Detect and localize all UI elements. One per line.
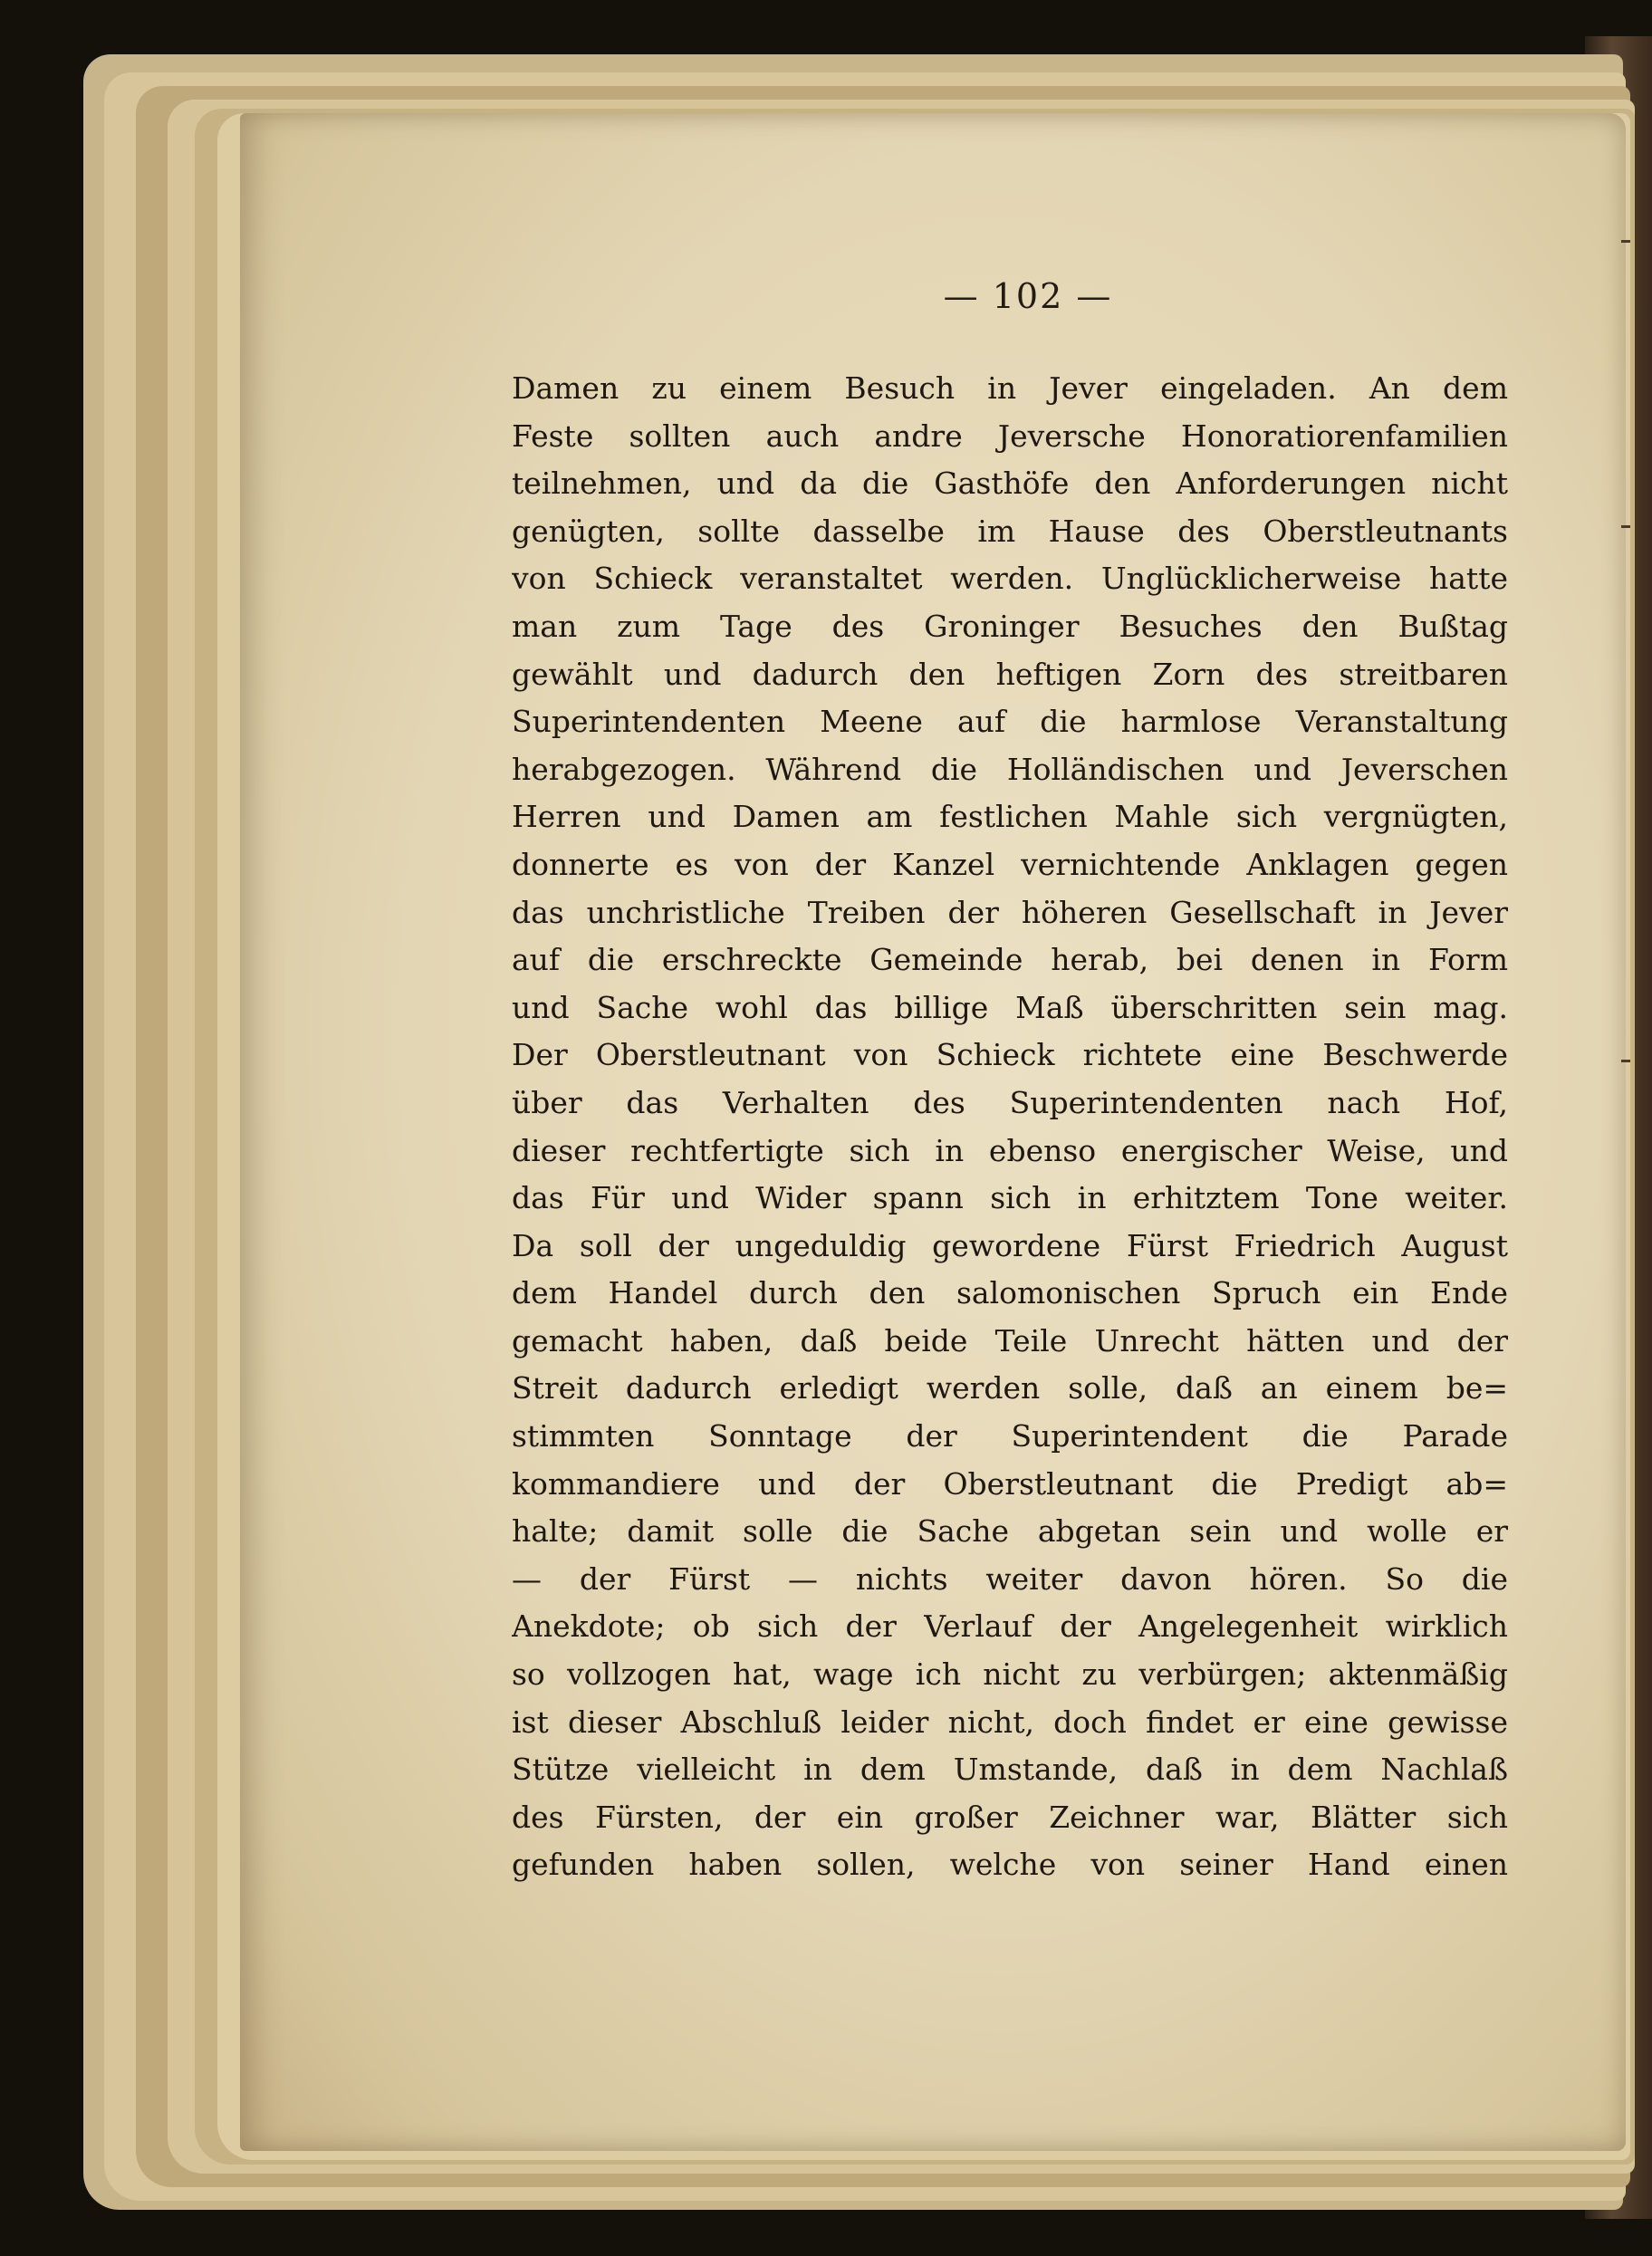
book-page: [240, 113, 1626, 2151]
text-line: gewählt und dadurch den heftigen Zorn des streitbaren: [512, 656, 1508, 692]
text-line: man zum Tage des Groninger Besuches den Bußtag: [512, 608, 1508, 644]
text-line: so vollzogen hat, wage ich nicht zu verbürgen; aktenmäßig: [512, 1656, 1508, 1693]
text-line: Streit dadurch erledigt werden solle, daß an einem be=: [512, 1370, 1508, 1406]
margin-tick: [1621, 525, 1630, 528]
text-line: und Sache wohl das billige Maß überschritten sein mag.: [512, 989, 1508, 1025]
text-line: das unchristliche Treiben der höheren Gesellschaft in Jever: [512, 894, 1508, 930]
text-line: gefunden haben sollen, welche von seiner Hand einen: [512, 1847, 1508, 1883]
text-line: des Fürsten, der ein großer Zeichner war, Blätter sich: [512, 1799, 1508, 1835]
text-line: ist dieser Abschluß leider nicht, doch findet er eine gewisse: [512, 1704, 1508, 1740]
text-line: halte; damit solle die Sache abgetan sein und wolle er: [512, 1513, 1508, 1550]
text-line: genügten, sollte dasselbe im Hause des Oberstleutnants: [512, 513, 1508, 549]
text-line: Feste sollten auch andre Jeversche Honoratiorenfamilien: [512, 418, 1508, 454]
text-line: kommandiere und der Oberstleutnant die Predigt ab=: [512, 1465, 1508, 1502]
text-line: von Schieck veranstaltet werden. Unglücklicherweise hatte: [512, 561, 1508, 597]
text-line: Da soll der ungeduldig gewordene Fürst Friedrich August: [512, 1227, 1508, 1263]
text-line: das Für und Wider spann sich in erhitztem Tone weiter.: [512, 1180, 1508, 1216]
text-line: stimmten Sonntage der Superintendent die Parade: [512, 1418, 1508, 1454]
text-line: Superintendenten Meene auf die harmlose Veranstaltung: [512, 704, 1508, 740]
text-line: Der Oberstleutnant von Schieck richtete eine Beschwerde: [512, 1037, 1508, 1073]
margin-tick: [1621, 240, 1630, 243]
text-line: Damen zu einem Besuch in Jever eingeladen. An dem: [512, 370, 1508, 406]
text-line: gemacht haben, daß beide Teile Unrecht hätten und der: [512, 1322, 1508, 1358]
text-line: Stütze vielleicht in dem Umstande, daß in dem Nachlaß: [512, 1752, 1508, 1788]
text-line: teilnehmen, und da die Gasthöfe den Anforderungen nicht: [512, 466, 1508, 502]
text-line: Herren und Damen am festlichen Mahle sich vergnügten,: [512, 799, 1508, 835]
text-line: über das Verhalten des Superintendenten nach Hof,: [512, 1084, 1508, 1120]
text-line: — der Fürst — nichts weiter davon hören. So die: [512, 1560, 1508, 1597]
page-number: — 102 —: [943, 276, 1113, 316]
text-line: auf die erschreckte Gemeinde herab, bei denen in Form: [512, 942, 1508, 978]
text-line: Anekdote; ob sich der Verlauf der Angelegenheit wirklich: [512, 1608, 1508, 1645]
body-text: [512, 365, 1508, 1889]
text-line: dem Handel durch den salomonischen Spruch ein Ende: [512, 1275, 1508, 1311]
text-line: dieser rechtfertigte sich in ebenso energischer Weise, und: [512, 1132, 1508, 1168]
text-line: herabgezogen. Während die Holländischen und Jeverschen: [512, 751, 1508, 787]
text-line: donnerte es von der Kanzel vernichtende Anklagen gegen: [512, 846, 1508, 882]
margin-tick: [1621, 1060, 1630, 1062]
